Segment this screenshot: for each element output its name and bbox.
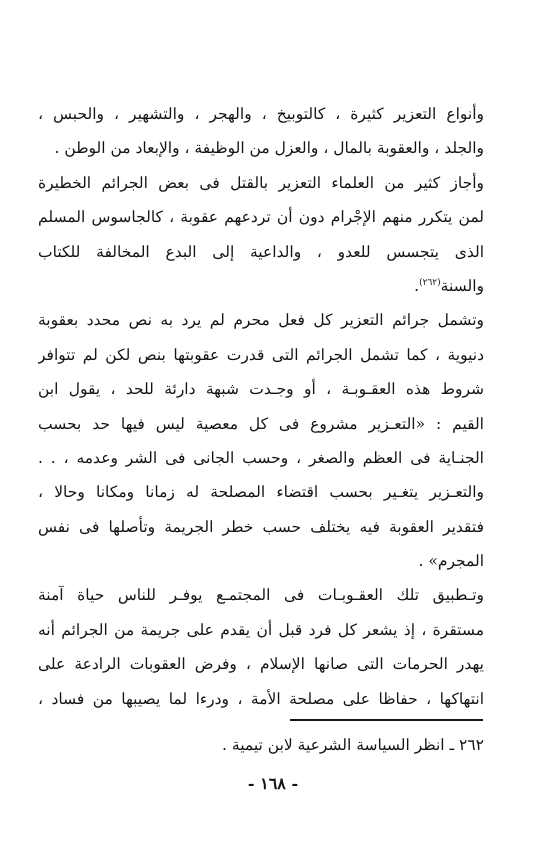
footnote-text: انظر السياسة الشرعية لابن تيمية . bbox=[222, 736, 445, 754]
text-line: وأجاز كثير من العلماء التعزير بالقتل فى بعض الجرائم الخطيرة bbox=[38, 173, 484, 192]
text-fragment: والسنة bbox=[440, 276, 484, 295]
footnote-reference: (٢٦٢) bbox=[419, 277, 441, 288]
text-line: دنيوية ، كما تشمل الجرائم التى قدرت عقوبتها بنص لكن لم تتوافر bbox=[38, 345, 484, 364]
text-line: الجنـاية فى العظم والصغر ، وحسب الجانى فى الشر وعدمه ، . . bbox=[38, 448, 484, 467]
text-fragment: . bbox=[414, 276, 420, 295]
text-line: والجلد ، والعقوبة بالمال ، والعزل من الوظيفة ، والإبعاد من الوطن . bbox=[54, 139, 484, 158]
text-line: مستقرة ، إذ يشعر كل فرد قبل أن يقدم على جريمة من الجرائم أنه bbox=[38, 620, 484, 639]
page-number: - ١٦٨ - bbox=[247, 774, 299, 793]
body-text bbox=[38, 97, 484, 716]
text-line: وأنواع التعزير كثيرة ، كالتوبيخ ، والهجر ، والتشهير ، والحبس ، bbox=[38, 105, 484, 123]
text-line: القيم : «التعـزير مشروع فى كل معصية ليس فيها حد بحسب bbox=[38, 414, 484, 433]
text-line: فتقدير العقوبة فيه يختلف حسب خطر الجريمة وتأصلها فى نفس bbox=[38, 517, 484, 536]
text-line: والتعـزير يتغـير بحسب اقتضاء المصلحة له زمانا ومكانا وحالا ، bbox=[38, 483, 484, 502]
text-line-with-note bbox=[38, 269, 484, 303]
footnote bbox=[184, 733, 484, 757]
text-line: الذى يتجسس للعدو ، والداعية إلى البدع المخالفة للكتاب bbox=[38, 242, 484, 261]
text-line: يهدر الحرمات التى صانها الإسلام ، وفرض العقوبات الرادعة على bbox=[38, 655, 484, 674]
footnote-separator bbox=[290, 719, 483, 721]
text-line: انتهاكها ، حفاظا على مصلحة الأمة ، ودرءا لما يصيبها من فساد ، bbox=[38, 689, 484, 708]
text-line: المجرم» . bbox=[418, 552, 484, 571]
footnote-dash: ـ bbox=[449, 736, 455, 754]
text-line: وتـطبيق تلك العقـوبـات فى المجتمـع يوفـر للناس حياة آمنة bbox=[38, 586, 484, 605]
footnote-number: ٢٦٢ bbox=[459, 736, 484, 754]
text-line: لمن يتكرر منهم الإجْرام دون أن تردعهم عقوبة ، كالجاسوس المسلم bbox=[38, 208, 484, 227]
text-line: شروط هذه العقـوبـة ، أو وجـدت شبهة دارئة للحد ، يقول ابن bbox=[38, 380, 484, 399]
text-line: وتشمل جرائم التعزير كل فعل محرم لم يرد به نص محدد بعقوبة bbox=[38, 311, 484, 330]
